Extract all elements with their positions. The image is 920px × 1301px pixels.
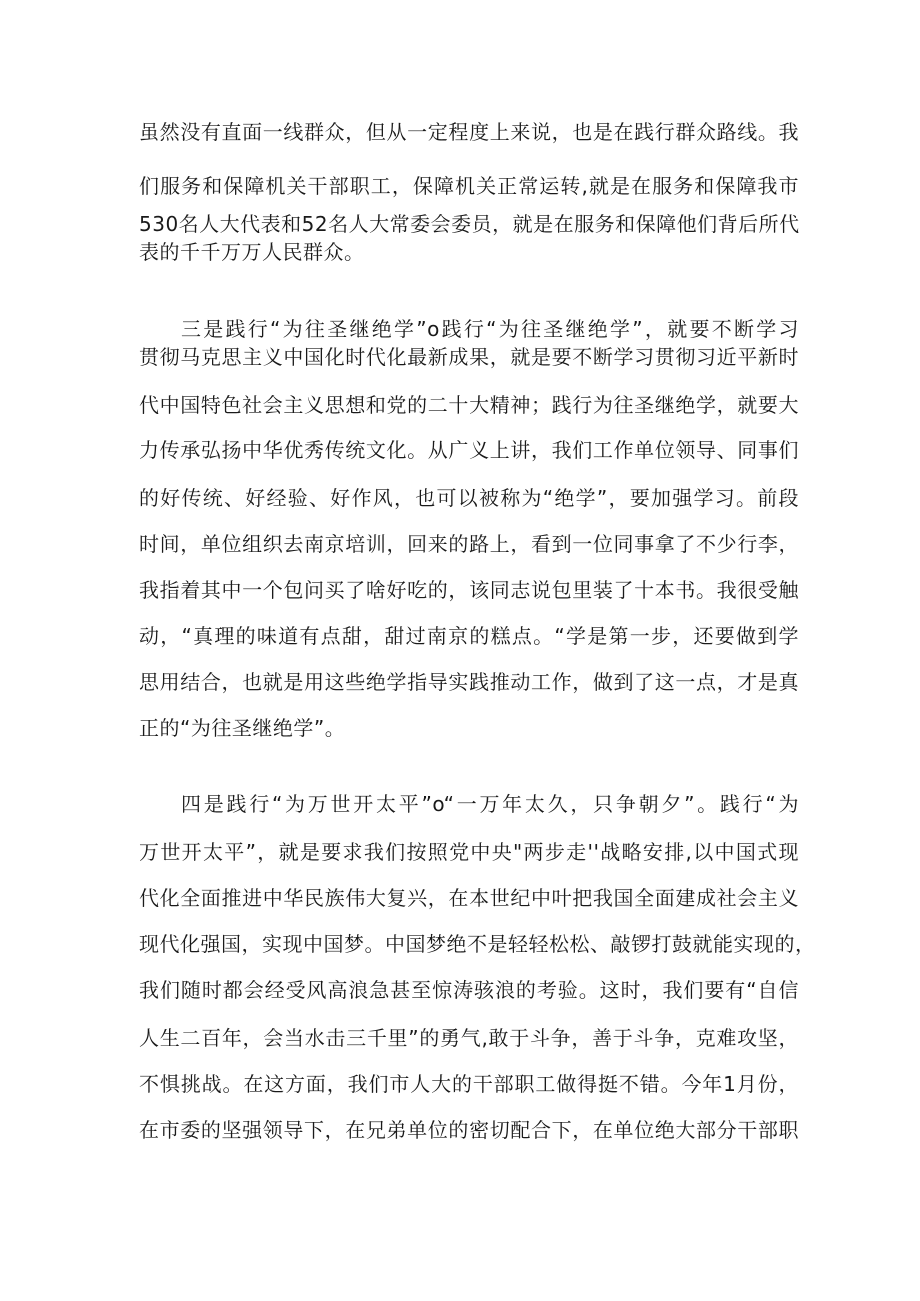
paragraph-3-line-6: 人生二百年，会当水击三千里”的勇气,敢于斗争，善于斗争，克难攻坚，	[139, 1026, 799, 1050]
paragraph-3-line-8: 在市委的坚强领导下，在兄弟单位的密切配合下，在单位绝大部分干部职	[139, 1118, 799, 1142]
paragraph-2-line-5: 的好传统、好经验、好作风，也可以被称为“绝学”，要加强学习。前段	[139, 486, 799, 510]
paragraph-3-line-7: 不惧挑战。在这方面，我们市人大的干部职工做得挺不错。今年1月份，	[139, 1072, 799, 1096]
paragraph-2-line-2: 贯彻马克思主义中国化时代化最新成果，就是要不断学习贯彻习近平新时	[139, 345, 799, 369]
paragraph-3-line-1: 四是践行“为万世开太平”o“一万年太久，只争朝夕”。践行“为	[181, 792, 799, 816]
paragraph-2-line-7: 我指着其中一个包问买了啥好吃的，该同志说包里装了十本书。我很受触	[139, 578, 799, 602]
paragraph-3-line-5: 我们随时都会经受风高浪急甚至惊涛骇浪的考验。这时，我们要有“自信	[139, 978, 799, 1002]
paragraph-3-line-2: 万世开太平”，就是要求我们按照党中央"两步走''战略安排,以中国式现	[139, 840, 799, 864]
paragraph-2-line-1: 三是践行“为往圣继绝学”o践行“为往圣继绝学”，就要不断学习	[181, 317, 799, 341]
paragraph-2-line-8: 动，“真理的味道有点甜，甜过南京的糕点。“学是第一步，还要做到学	[139, 624, 799, 648]
paragraph-3-line-4: 现代化强国，实现中国梦。中国梦绝不是轻轻松松、敲锣打鼓就能实现的，	[139, 932, 816, 956]
paragraph-1-line-2: 们服务和保障机关干部职工，保障机关正常运转,就是在服务和保障我市	[139, 174, 799, 198]
paragraph-2-line-3: 代中国特色社会主义思想和党的二十大精神；践行为往圣继绝学，就要大	[139, 393, 799, 417]
paragraph-2-line-4: 力传承弘扬中华优秀传统文化。从广义上讲，我们工作单位领导、同事们	[139, 438, 799, 462]
paragraph-2-line-10: 正的“为往圣继绝学”。	[139, 716, 346, 740]
paragraph-3-line-3: 代化全面推进中华民族伟大复兴，在本世纪中叶把我国全面建成社会主义	[139, 886, 799, 910]
paragraph-1-line-4: 表的千千万万人民群众。	[139, 240, 365, 264]
paragraph-1-line-3: 530名人大代表和52名人大常委会委员，就是在服务和保障他们背后所代	[139, 212, 800, 236]
paragraph-2-line-6: 时间，单位组织去南京培训，回来的路上，看到一位同事拿了不少行李，	[139, 532, 799, 556]
paragraph-1-line-1: 虽然没有直面一线群众，但从一定程度上来说，也是在践行群众路线。我	[139, 120, 799, 144]
paragraph-2-line-9: 思用结合，也就是用这些绝学指导实践推动工作，做到了这一点，才是真	[139, 670, 799, 694]
